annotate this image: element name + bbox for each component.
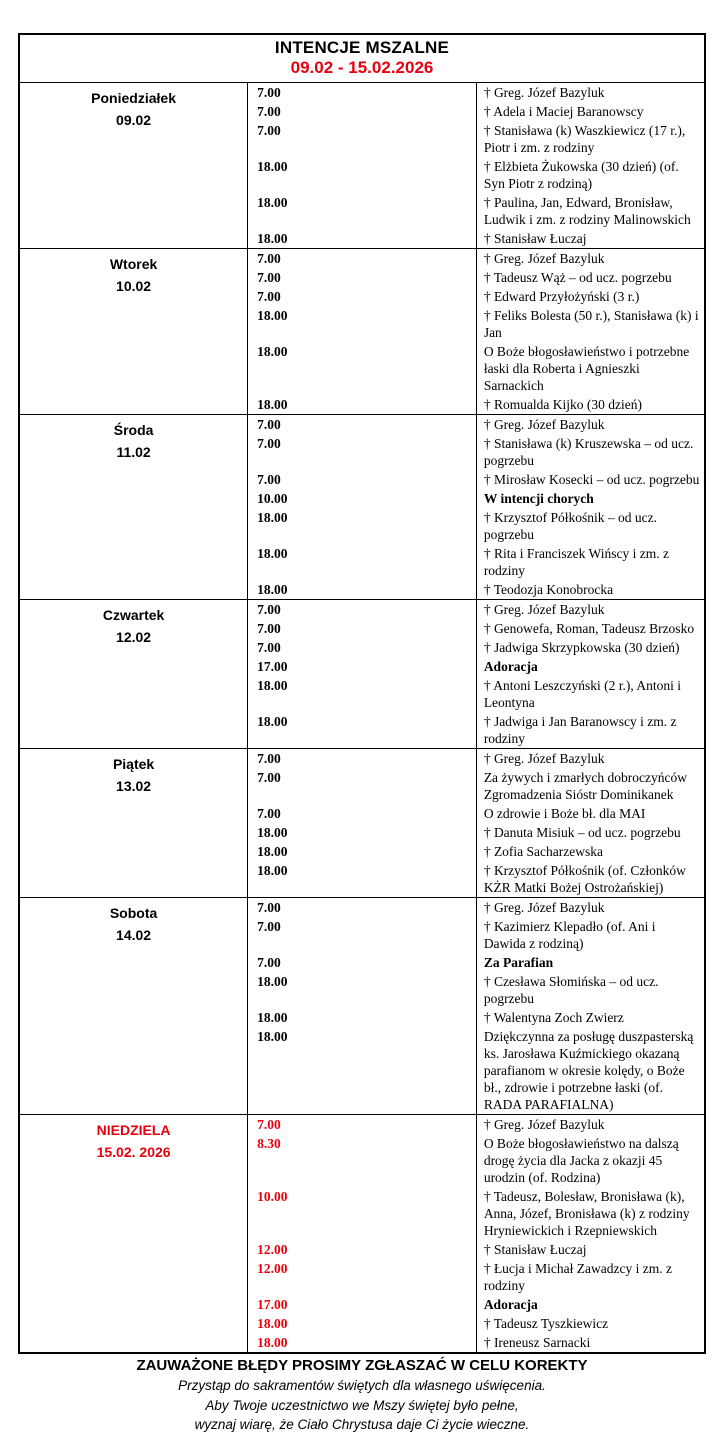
day-date: 10.02 [116, 278, 152, 294]
mass-time: 17.00 [248, 1295, 477, 1314]
mass-time: 18.00 [248, 342, 477, 395]
mass-intention: † Greg. Józef Bazyluk [476, 83, 705, 103]
mass-intention: † Greg. Józef Bazyluk [476, 749, 705, 769]
mass-intention: † Teodozja Konobrocka [483, 582, 614, 597]
mass-intention: † Danuta Misiuk – od ucz. pogrzebu [483, 825, 681, 840]
mass-time: 18.00 [248, 861, 477, 898]
mass-time: 12.00 [248, 1240, 477, 1259]
mass-intention: † Krzysztof Półkośnik – od ucz. pogrzebu [483, 510, 658, 542]
entry-row [19, 600, 705, 620]
day-cell [19, 898, 248, 1115]
mass-intention: Adoracja [483, 659, 538, 674]
mass-intention: † Rita i Franciszek Wińscy i zm. z rodziny [483, 546, 669, 578]
mass-time: 18.00 [248, 229, 477, 249]
mass-intention: Adoracja [483, 1297, 538, 1312]
table-header-row [19, 34, 705, 83]
mass-intention: † Romualda Kijko (30 dzień) [483, 397, 643, 412]
mass-time: 18.00 [248, 1008, 477, 1027]
day-cell [19, 749, 248, 898]
day-name: Piątek [112, 756, 155, 772]
mass-intention: O zdrowie i Boże bł. dla MAI [483, 806, 646, 821]
mass-intention: † Jadwiga Skrzypkowska (30 dzień) [483, 640, 680, 655]
mass-intention: Za Parafian [483, 955, 554, 970]
table-header-cell [19, 34, 705, 83]
mass-intention: † Greg. Józef Bazyluk [476, 1115, 705, 1135]
mass-intention: † Krzysztof Półkośnik (of. Członków KŻR Matki Bożej Ostrożańskiej) [483, 863, 686, 895]
day-name: Wtorek [109, 256, 158, 272]
mass-intention: † Edward Przyłożyński (3 r.) [483, 289, 640, 304]
mass-time: 7.00 [248, 249, 477, 269]
mass-time: 18.00 [248, 1027, 477, 1115]
mass-time: 18.00 [248, 676, 477, 712]
mass-intention: † Elżbieta Żukowska (30 dzień) (of. Syn Piotr z rodziną) [483, 159, 679, 191]
day-cell [19, 249, 248, 415]
mass-time: 18.00 [248, 508, 477, 544]
entry-row [19, 749, 705, 769]
mass-time: 7.00 [248, 898, 477, 918]
mass-time: 8.30 [248, 1134, 477, 1187]
mass-time: 7.00 [248, 600, 477, 620]
date-range: 09.02 - 15.02.2026 [290, 58, 434, 77]
footer [18, 1356, 706, 1435]
mass-time: 18.00 [248, 842, 477, 861]
day-cell [19, 1115, 248, 1354]
mass-intention: † Tadeusz, Bolesław, Bronisława (k), Anna, Józef, Bronisława (k) z rodziny Hryniewickich i Rzepniewskich [483, 1189, 690, 1238]
mass-intention: † Jadwiga i Jan Baranowscy i zm. z rodziny [483, 714, 677, 746]
mass-time: 7.00 [248, 268, 477, 287]
entry-row [19, 898, 705, 918]
mass-time: 12.00 [248, 1259, 477, 1295]
mass-intention: † Antoni Leszczyński (2 r.), Antoni i Leontyna [483, 678, 682, 710]
mass-time: 7.00 [248, 953, 477, 972]
day-name: Poniedziałek [91, 90, 176, 106]
mass-intention: † Walentyna Zoch Zwierz [483, 1010, 624, 1025]
mass-intention: † Stanisława (k) Waszkiewicz (17 r.), Piotr i zm. z rodziny [483, 123, 686, 155]
footer-line-3: wyznaj wiarę, że Ciało Chrystusa daje Ci życie wieczne. [194, 1417, 530, 1432]
day-name: Środa [113, 422, 154, 438]
mass-time: 18.00 [248, 972, 477, 1008]
mass-time: 7.00 [248, 415, 477, 435]
mass-time: 7.00 [248, 768, 477, 804]
mass-time: 7.00 [248, 83, 477, 103]
mass-time: 18.00 [248, 580, 477, 600]
mass-intention: † Stanisława (k) Kruszewska – od ucz. pogrzebu [483, 436, 694, 468]
day-date: 11.02 [116, 444, 151, 460]
day-date: 15.02. 2026 [96, 1144, 171, 1160]
mass-time: 18.00 [248, 395, 477, 415]
mass-time: 18.00 [248, 712, 477, 749]
mass-intention: † Paulina, Jan, Edward, Bronisław, Ludwik i zm. z rodziny Malinowskich [483, 195, 691, 227]
mass-intention: † Zofia Sacharzewska [483, 844, 604, 859]
mass-intention: Za żywych i zmarłych dobroczyńców Zgromadzenia Sióstr Dominikanek [483, 770, 687, 802]
day-date: 14.02 [116, 927, 152, 943]
mass-time: 18.00 [248, 1314, 477, 1333]
mass-intention: † Greg. Józef Bazyluk [476, 415, 705, 435]
mass-intention: O Boże błogosławieństwo na dalszą drogę życia dla Jacka z okazji 45 urodzin (of. Rodzina) [483, 1136, 679, 1185]
mass-time: 7.00 [248, 749, 477, 769]
mass-intention: Dziękczynna za posługę duszpasterską ks. Jarosława Kuźmickiego okazaną parafianom w okresie kolędy, o Boże bł., zdrowie i potrzebne łaski (of. RADA PARAFIALNA) [483, 1029, 694, 1112]
mass-intention: O Boże błogosławieństwo i potrzebne łaski dla Roberta i Agnieszki Sarnackich [483, 344, 690, 393]
mass-time: 18.00 [248, 823, 477, 842]
mass-intention: † Ireneusz Sarnacki [483, 1335, 591, 1350]
entry-row [19, 415, 705, 435]
mass-time: 18.00 [248, 193, 477, 229]
mass-intention: † Tadeusz Wąż – od ucz. pogrzebu [483, 270, 672, 285]
entry-row [19, 83, 705, 103]
footer-line-2: Aby Twoje uczestnictwo we Mszy świętej było pełne, [205, 1397, 519, 1413]
mass-intention: † Genowefa, Roman, Tadeusz Brzosko [483, 621, 695, 636]
mass-time: 7.00 [248, 917, 477, 953]
mass-time: 7.00 [248, 287, 477, 306]
entry-row [19, 249, 705, 269]
mass-time: 7.00 [248, 121, 477, 157]
mass-time: 18.00 [248, 544, 477, 580]
mass-time: 10.00 [248, 489, 477, 508]
day-cell [19, 83, 248, 249]
entry-row [19, 1115, 705, 1135]
mass-intentions-table [18, 33, 706, 1354]
mass-intention: † Łucja i Michał Zawadzcy i zm. z rodziny [483, 1261, 672, 1293]
footer-line-1: Przystąp do sakramentów świętych dla własnego uświęcenia. [178, 1378, 546, 1393]
mass-time: 7.00 [248, 638, 477, 657]
day-name: Sobota [109, 905, 158, 921]
day-date: 12.02 [116, 629, 152, 645]
mass-time: 7.00 [248, 470, 477, 489]
mass-time: 7.00 [248, 434, 477, 470]
day-date: 09.02 [116, 112, 152, 128]
mass-time: 7.00 [248, 1115, 477, 1135]
mass-time: 18.00 [248, 306, 477, 342]
mass-time: 18.00 [248, 157, 477, 193]
mass-intention: † Tadeusz Tyszkiewicz [483, 1316, 609, 1331]
mass-intention: † Greg. Józef Bazyluk [476, 898, 705, 918]
day-cell [19, 415, 248, 600]
mass-time: 18.00 [248, 1333, 477, 1353]
mass-time: 7.00 [248, 619, 477, 638]
mass-intention: † Adela i Maciej Baranowscy [483, 104, 644, 119]
day-cell [19, 600, 248, 749]
page-title: INTENCJE MSZALNE [274, 38, 450, 57]
mass-time: 17.00 [248, 657, 477, 676]
mass-time: 7.00 [248, 804, 477, 823]
mass-time: 7.00 [248, 102, 477, 121]
mass-intention: † Feliks Bolesta (50 r.), Stanisława (k) i Jan [483, 308, 699, 340]
mass-intention: † Stanisław Łuczaj [483, 231, 587, 246]
mass-intention: † Stanisław Łuczaj [483, 1242, 587, 1257]
mass-intention: † Mirosław Kosecki – od ucz. pogrzebu [483, 472, 700, 487]
mass-intention: † Greg. Józef Bazyluk [476, 600, 705, 620]
errors-notice: ZAUWAŻONE BŁĘDY PROSIMY ZGŁASZAĆ W CELU KOREKTY [136, 1357, 588, 1374]
mass-intention: W intencji chorych [483, 491, 594, 506]
mass-intention: † Czesława Słomińska – od ucz. pogrzebu [483, 974, 659, 1006]
mass-intention: † Greg. Józef Bazyluk [476, 249, 705, 269]
day-date: 13.02 [116, 778, 152, 794]
mass-intention: † Kazimierz Klepadło (of. Ani i Dawida z rodziną) [483, 919, 656, 951]
schedule-body [19, 34, 705, 1353]
day-name: NIEDZIELA [96, 1122, 171, 1138]
mass-time: 10.00 [248, 1187, 477, 1240]
day-name: Czwartek [102, 607, 165, 623]
